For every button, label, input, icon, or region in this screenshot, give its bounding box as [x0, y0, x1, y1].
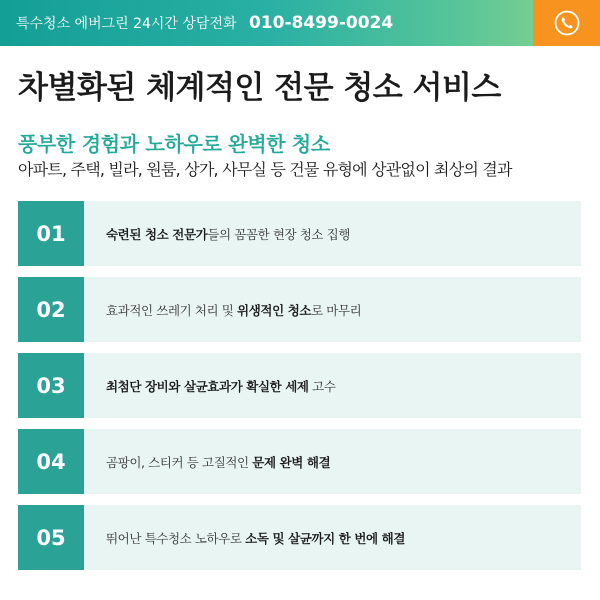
- phone-icon: [554, 10, 580, 36]
- item-number: 04: [18, 429, 84, 494]
- item-text: 뛰어난 특수청소 노하우로 소독 및 살균까지 한 번에 해결: [106, 530, 406, 546]
- banner-text: [16, 0, 393, 46]
- company-name: 특수청소 에버그린 24시간 상담전화: [16, 16, 237, 32]
- phone-number[interactable]: 010-8499-0024: [248, 13, 394, 33]
- service-list: [18, 201, 581, 581]
- item-text: 효과적인 쓰레기 처리 및 위생적인 청소로 마무리: [106, 302, 362, 318]
- list-item: [18, 277, 581, 342]
- list-item: [18, 201, 581, 266]
- top-banner: [0, 0, 600, 46]
- item-number: 02: [18, 277, 84, 342]
- list-item: [18, 505, 581, 570]
- description: 아파트, 주택, 빌라, 원룸, 상가, 사무실 등 건물 유형에 상관없이 최상의 결과: [18, 160, 512, 179]
- item-number: 05: [18, 505, 84, 570]
- item-number: 03: [18, 353, 84, 418]
- list-item: [18, 429, 581, 494]
- subtitle: 풍부한 경험과 노하우로 완벽한 청소: [18, 132, 330, 156]
- item-text: 최첨단 장비와 살균효과가 확실한 세제 고수: [106, 378, 336, 394]
- item-number: 01: [18, 201, 84, 266]
- call-button[interactable]: [533, 0, 600, 46]
- item-text: 숙련된 청소 전문가들의 꼼꼼한 현장 청소 집행: [106, 226, 351, 242]
- list-item: [18, 353, 581, 418]
- item-text: 곰팡이, 스티커 등 고질적인 문제 완벽 해결: [106, 454, 331, 470]
- page-title: 차별화된 체계적인 전문 청소 서비스: [18, 70, 501, 106]
